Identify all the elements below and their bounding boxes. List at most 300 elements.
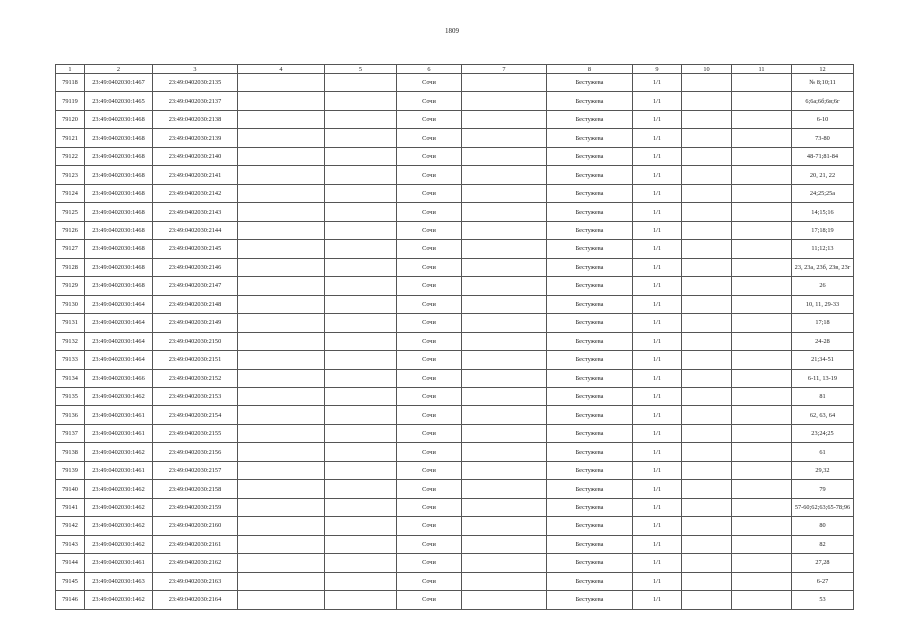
table-row [56,369,854,387]
cell-col-10 [682,480,732,498]
cell-col-7 [462,480,547,498]
cell-share: 1/1 [633,203,682,221]
cell-col-5 [325,74,397,92]
cell-cadastral-number-parent: 23:49:0402030:1462 [85,591,153,609]
cell-street: Бестужева [547,240,633,258]
cell-col-11 [732,480,792,498]
table-row [56,517,854,535]
cell-row-number: 79126 [56,221,85,239]
cell-cadastral-number-parent: 23:49:0402030:1461 [85,424,153,442]
cell-col-11 [732,424,792,442]
cell-col-7 [462,332,547,350]
cell-col-10 [682,591,732,609]
cell-col-7 [462,74,547,92]
cell-col-11 [732,517,792,535]
cell-share: 1/1 [633,258,682,276]
column-header: 11 [732,65,792,74]
cell-col-10 [682,406,732,424]
cell-share: 1/1 [633,424,682,442]
cell-col-10 [682,221,732,239]
cell-apartments: 23, 23а, 23б, 23в, 23г [792,258,854,276]
cell-street: Бестужева [547,480,633,498]
cell-street: Бестужева [547,369,633,387]
cell-col-4 [238,443,325,461]
cell-cadastral-number: 23:49:0402030:2138 [153,110,238,128]
cell-apartments: 6-10 [792,110,854,128]
cell-col-5 [325,184,397,202]
cell-cadastral-number: 23:49:0402030:2160 [153,517,238,535]
cell-cadastral-number: 23:49:0402030:2142 [153,184,238,202]
cell-col-7 [462,351,547,369]
cell-col-10 [682,258,732,276]
cell-street: Бестужева [547,166,633,184]
cell-col-5 [325,277,397,295]
cell-share: 1/1 [633,406,682,424]
cell-street: Бестужева [547,443,633,461]
cell-col-11 [732,277,792,295]
cell-city: Сочи [397,387,462,405]
cell-col-4 [238,498,325,516]
cell-col-10 [682,314,732,332]
cell-col-5 [325,147,397,165]
cell-city: Сочи [397,498,462,516]
cell-share: 1/1 [633,535,682,553]
table-row [56,147,854,165]
cell-cadastral-number-parent: 23:49:0402030:1462 [85,443,153,461]
cell-cadastral-number: 23:49:0402030:2146 [153,258,238,276]
cell-apartments: 53 [792,591,854,609]
cell-city: Сочи [397,314,462,332]
cell-cadastral-number: 23:49:0402030:2155 [153,424,238,442]
cell-row-number: 79133 [56,351,85,369]
cell-col-10 [682,443,732,461]
cell-col-10 [682,572,732,590]
cell-city: Сочи [397,424,462,442]
cell-share: 1/1 [633,443,682,461]
column-header: 1 [56,65,85,74]
cell-city: Сочи [397,535,462,553]
registry-table [55,64,854,610]
cell-apartments: 14;15;16 [792,203,854,221]
cell-col-4 [238,240,325,258]
cell-row-number: 79140 [56,480,85,498]
column-header: 5 [325,65,397,74]
cell-share: 1/1 [633,147,682,165]
cell-row-number: 79134 [56,369,85,387]
cell-city: Сочи [397,332,462,350]
cell-col-5 [325,443,397,461]
cell-apartments: 10, 11, 29-33 [792,295,854,313]
cell-col-7 [462,517,547,535]
cell-col-10 [682,184,732,202]
cell-col-11 [732,498,792,516]
cell-col-10 [682,498,732,516]
cell-cadastral-number-parent: 23:49:0402030:1468 [85,240,153,258]
cell-col-4 [238,535,325,553]
cell-city: Сочи [397,184,462,202]
cell-col-11 [732,443,792,461]
cell-col-5 [325,369,397,387]
cell-street: Бестужева [547,351,633,369]
cell-col-11 [732,369,792,387]
cell-col-5 [325,258,397,276]
cell-apartments: 27,28 [792,554,854,572]
cell-col-10 [682,166,732,184]
cell-col-4 [238,295,325,313]
table-row [56,74,854,92]
table-row [56,240,854,258]
cell-apartments: 57-60;62;63;65-78;96 [792,498,854,516]
cell-cadastral-number-parent: 23:49:0402030:1462 [85,498,153,516]
cell-col-11 [732,203,792,221]
cell-street: Бестужева [547,314,633,332]
cell-col-4 [238,129,325,147]
cell-col-4 [238,461,325,479]
cell-col-10 [682,277,732,295]
cell-cadastral-number: 23:49:0402030:2159 [153,498,238,516]
cell-share: 1/1 [633,295,682,313]
cell-share: 1/1 [633,221,682,239]
cell-cadastral-number: 23:49:0402030:2137 [153,92,238,110]
cell-row-number: 79120 [56,110,85,128]
cell-cadastral-number-parent: 23:49:0402030:1462 [85,517,153,535]
cell-col-5 [325,480,397,498]
cell-cadastral-number-parent: 23:49:0402030:1461 [85,406,153,424]
cell-col-11 [732,110,792,128]
cell-city: Сочи [397,74,462,92]
cell-col-11 [732,406,792,424]
cell-col-10 [682,387,732,405]
cell-col-4 [238,591,325,609]
cell-street: Бестужева [547,498,633,516]
cell-street: Бестужева [547,221,633,239]
cell-apartments: № 8;10;11 [792,74,854,92]
cell-row-number: 79122 [56,147,85,165]
cell-col-4 [238,74,325,92]
cell-col-10 [682,517,732,535]
table-row [56,203,854,221]
cell-col-4 [238,369,325,387]
table-row [56,572,854,590]
cell-cadastral-number-parent: 23:49:0402030:1464 [85,295,153,313]
cell-col-4 [238,166,325,184]
cell-cadastral-number-parent: 23:49:0402030:1468 [85,110,153,128]
cell-share: 1/1 [633,166,682,184]
cell-col-7 [462,129,547,147]
cell-street: Бестужева [547,277,633,295]
cell-col-5 [325,295,397,313]
cell-cadastral-number-parent: 23:49:0402030:1468 [85,147,153,165]
cell-cadastral-number: 23:49:0402030:2148 [153,295,238,313]
cell-col-10 [682,461,732,479]
cell-cadastral-number: 23:49:0402030:2139 [153,129,238,147]
cell-apartments: 81 [792,387,854,405]
cell-col-4 [238,572,325,590]
cell-share: 1/1 [633,184,682,202]
cell-col-5 [325,129,397,147]
table-body [56,74,854,610]
cell-city: Сочи [397,203,462,221]
cell-col-4 [238,314,325,332]
cell-col-4 [238,332,325,350]
cell-col-7 [462,240,547,258]
table-row [56,110,854,128]
cell-cadastral-number-parent: 23:49:0402030:1468 [85,184,153,202]
cell-share: 1/1 [633,332,682,350]
cell-col-7 [462,369,547,387]
cell-col-11 [732,461,792,479]
table-row [56,332,854,350]
cell-col-4 [238,424,325,442]
cell-cadastral-number-parent: 23:49:0402030:1468 [85,203,153,221]
cell-col-11 [732,535,792,553]
table-row [56,258,854,276]
cell-street: Бестужева [547,129,633,147]
cell-city: Сочи [397,147,462,165]
cell-city: Сочи [397,461,462,479]
cell-col-10 [682,424,732,442]
cell-col-5 [325,424,397,442]
cell-row-number: 79136 [56,406,85,424]
cell-col-10 [682,332,732,350]
cell-col-4 [238,277,325,295]
cell-apartments: 26 [792,277,854,295]
cell-col-5 [325,387,397,405]
cell-street: Бестужева [547,554,633,572]
cell-col-10 [682,240,732,258]
cell-cadastral-number: 23:49:0402030:2156 [153,443,238,461]
cell-share: 1/1 [633,74,682,92]
cell-row-number: 79137 [56,424,85,442]
cell-city: Сочи [397,369,462,387]
cell-row-number: 79129 [56,277,85,295]
cell-row-number: 79141 [56,498,85,516]
cell-col-10 [682,129,732,147]
cell-col-11 [732,351,792,369]
cell-cadastral-number: 23:49:0402030:2158 [153,480,238,498]
cell-cadastral-number-parent: 23:49:0402030:1462 [85,480,153,498]
cell-cadastral-number: 23:49:0402030:2161 [153,535,238,553]
cell-share: 1/1 [633,480,682,498]
cell-apartments: 11;12;13 [792,240,854,258]
cell-city: Сочи [397,258,462,276]
column-header: 2 [85,65,153,74]
table-row [56,351,854,369]
cell-row-number: 79139 [56,461,85,479]
cell-row-number: 79125 [56,203,85,221]
cell-col-4 [238,184,325,202]
cell-share: 1/1 [633,351,682,369]
cell-cadastral-number: 23:49:0402030:2141 [153,166,238,184]
table-row [56,461,854,479]
cell-street: Бестужева [547,461,633,479]
cell-col-7 [462,147,547,165]
cell-col-11 [732,572,792,590]
cell-col-11 [732,92,792,110]
cell-col-11 [732,184,792,202]
cell-apartments: 24;25;25а [792,184,854,202]
cell-col-11 [732,74,792,92]
table-row [56,92,854,110]
cell-col-5 [325,240,397,258]
cell-row-number: 79128 [56,258,85,276]
cell-street: Бестужева [547,535,633,553]
cell-col-10 [682,110,732,128]
cell-cadastral-number-parent: 23:49:0402030:1468 [85,129,153,147]
cell-col-11 [732,387,792,405]
cell-cadastral-number: 23:49:0402030:2151 [153,351,238,369]
cell-share: 1/1 [633,572,682,590]
cell-col-5 [325,332,397,350]
table-row [56,535,854,553]
cell-col-7 [462,461,547,479]
cell-apartments: 17;18 [792,314,854,332]
cell-row-number: 79142 [56,517,85,535]
column-header: 4 [238,65,325,74]
cell-row-number: 79145 [56,572,85,590]
cell-apartments: 20, 21, 22 [792,166,854,184]
cell-col-5 [325,166,397,184]
cell-col-7 [462,498,547,516]
cell-cadastral-number: 23:49:0402030:2163 [153,572,238,590]
column-header: 7 [462,65,547,74]
cell-cadastral-number-parent: 23:49:0402030:1468 [85,258,153,276]
cell-col-5 [325,461,397,479]
cell-col-11 [732,166,792,184]
cell-cadastral-number: 23:49:0402030:2149 [153,314,238,332]
cell-col-5 [325,406,397,424]
cell-col-7 [462,443,547,461]
table-row [56,443,854,461]
cell-cadastral-number: 23:49:0402030:2153 [153,387,238,405]
cell-col-7 [462,110,547,128]
cell-street: Бестужева [547,572,633,590]
cell-row-number: 79144 [56,554,85,572]
cell-apartments: 17;18;19 [792,221,854,239]
cell-street: Бестужева [547,92,633,110]
cell-col-11 [732,129,792,147]
cell-city: Сочи [397,572,462,590]
table-row [56,184,854,202]
cell-col-10 [682,554,732,572]
cell-row-number: 79119 [56,92,85,110]
cell-city: Сочи [397,92,462,110]
cell-col-5 [325,110,397,128]
cell-cadastral-number: 23:49:0402030:2150 [153,332,238,350]
cell-col-4 [238,387,325,405]
cell-col-7 [462,184,547,202]
cell-col-10 [682,369,732,387]
cell-col-10 [682,74,732,92]
cell-col-11 [732,554,792,572]
cell-row-number: 79123 [56,166,85,184]
cell-city: Сочи [397,129,462,147]
cell-col-5 [325,517,397,535]
column-header: 6 [397,65,462,74]
cell-apartments: 6-11, 13-19 [792,369,854,387]
cell-apartments: 61 [792,443,854,461]
cell-row-number: 79130 [56,295,85,313]
cell-share: 1/1 [633,517,682,535]
cell-col-10 [682,535,732,553]
table-row [56,498,854,516]
cell-row-number: 79135 [56,387,85,405]
header-row [56,65,854,74]
cell-share: 1/1 [633,277,682,295]
cell-share: 1/1 [633,129,682,147]
cell-col-7 [462,406,547,424]
cell-city: Сочи [397,221,462,239]
cell-cadastral-number: 23:49:0402030:2152 [153,369,238,387]
cell-col-4 [238,258,325,276]
cell-street: Бестужева [547,110,633,128]
cell-row-number: 79143 [56,535,85,553]
cell-col-11 [732,147,792,165]
cell-share: 1/1 [633,110,682,128]
cell-row-number: 79121 [56,129,85,147]
cell-col-11 [732,221,792,239]
cell-col-4 [238,554,325,572]
cell-col-4 [238,110,325,128]
cell-col-11 [732,295,792,313]
table-row [56,480,854,498]
column-header: 12 [792,65,854,74]
table-row [56,129,854,147]
cell-apartments: 73-80 [792,129,854,147]
cell-col-5 [325,92,397,110]
cell-col-5 [325,314,397,332]
cell-row-number: 79132 [56,332,85,350]
cell-street: Бестужева [547,591,633,609]
cell-cadastral-number-parent: 23:49:0402030:1467 [85,74,153,92]
cell-col-7 [462,535,547,553]
cell-street: Бестужева [547,387,633,405]
cell-share: 1/1 [633,387,682,405]
table-row [56,314,854,332]
cell-cadastral-number: 23:49:0402030:2143 [153,203,238,221]
cell-col-11 [732,258,792,276]
cell-share: 1/1 [633,92,682,110]
cell-apartments: 21;34-51 [792,351,854,369]
cell-street: Бестужева [547,184,633,202]
cell-city: Сочи [397,351,462,369]
cell-share: 1/1 [633,554,682,572]
cell-col-7 [462,92,547,110]
cell-col-7 [462,258,547,276]
cell-col-7 [462,591,547,609]
cell-city: Сочи [397,480,462,498]
column-header: 8 [547,65,633,74]
cell-col-10 [682,92,732,110]
cell-city: Сочи [397,406,462,424]
cell-apartments: 24-28 [792,332,854,350]
cell-row-number: 79127 [56,240,85,258]
cell-col-4 [238,517,325,535]
cell-apartments: 6-27 [792,572,854,590]
cell-street: Бестужева [547,203,633,221]
cell-col-7 [462,387,547,405]
cell-cadastral-number: 23:49:0402030:2140 [153,147,238,165]
cell-col-11 [732,591,792,609]
cell-cadastral-number-parent: 23:49:0402030:1462 [85,535,153,553]
table-row [56,424,854,442]
cell-row-number: 79146 [56,591,85,609]
cell-apartments: 80 [792,517,854,535]
cell-apartments: 82 [792,535,854,553]
cell-apartments: 29,32 [792,461,854,479]
cell-col-4 [238,406,325,424]
cell-col-5 [325,572,397,590]
